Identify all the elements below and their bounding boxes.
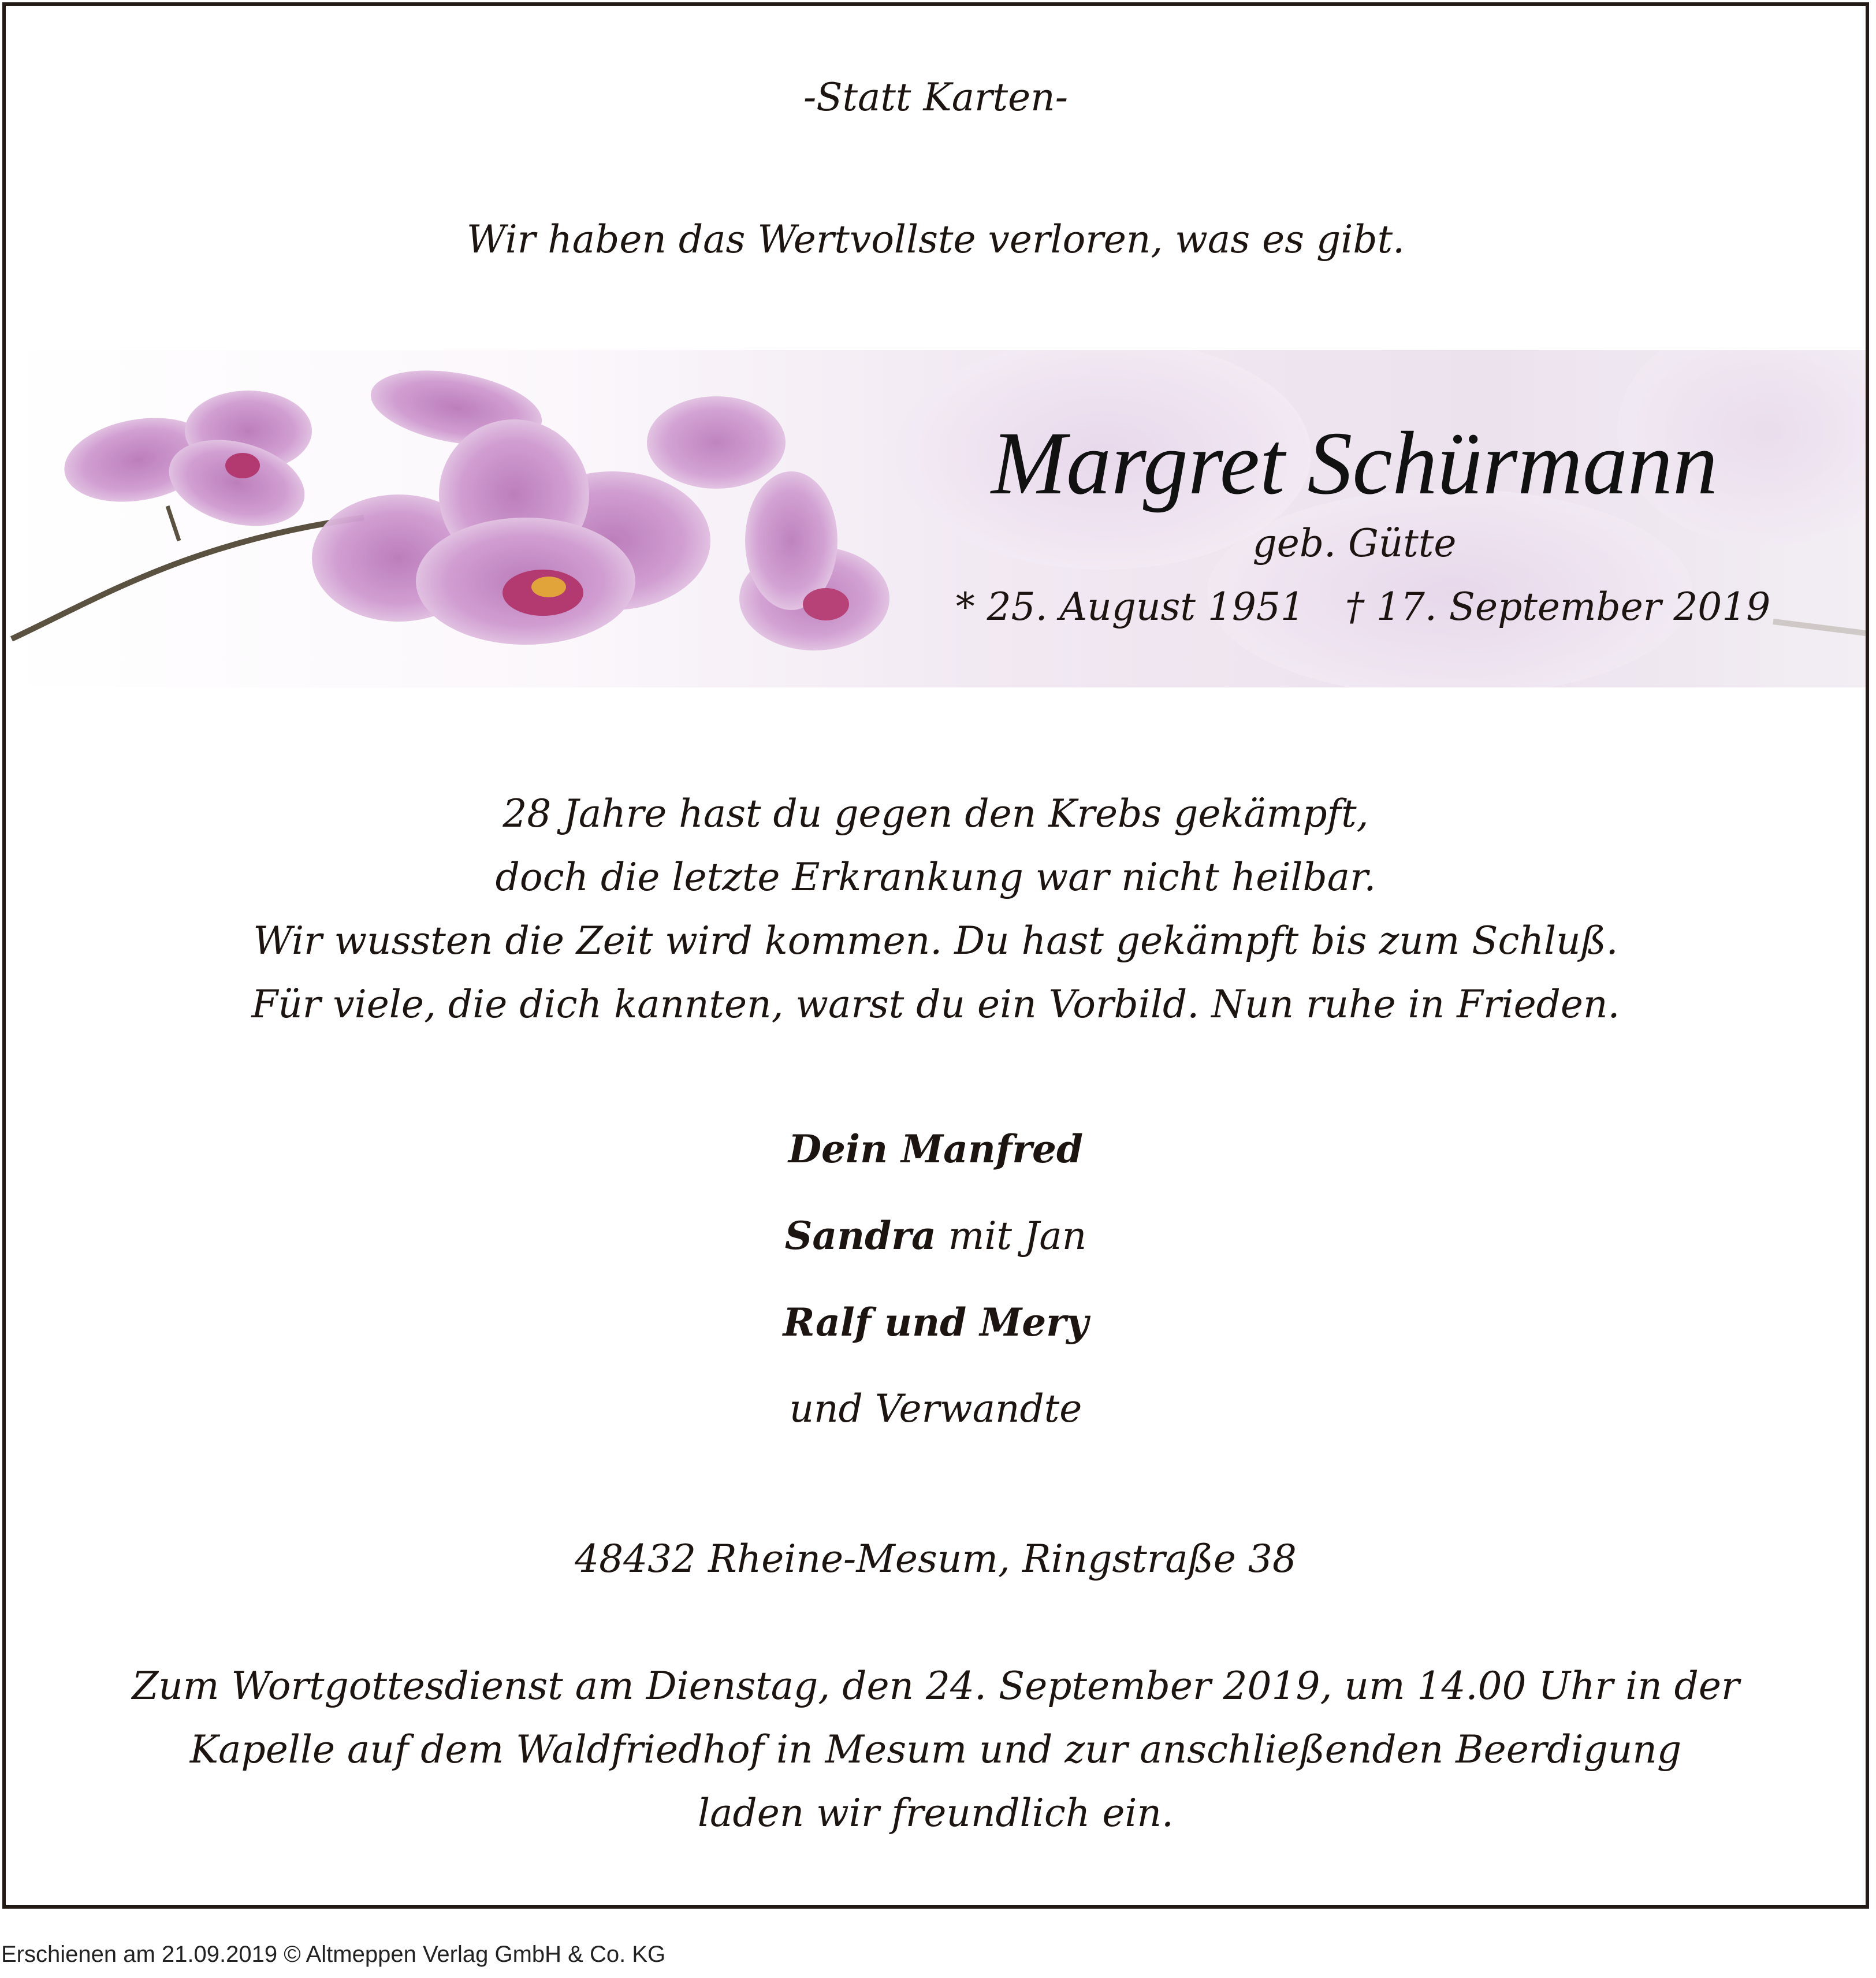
- service-line-1: Zum Wortgottesdienst am Dienstag, den 24. September 2019, um 14.00 Uhr in der: [132, 1664, 1740, 1708]
- deceased-name: Margret Schürmann: [991, 413, 1718, 513]
- obituary-frame: [2, 2, 1869, 1909]
- mourner-relatives: und Verwandte: [789, 1386, 1082, 1431]
- poem-line-1: 28 Jahre hast du gegen den Krebs gekämpft,: [502, 791, 1369, 836]
- mourner-ralf-mery: Ralf und Mery: [783, 1300, 1089, 1345]
- orchid-banner: [6, 350, 1866, 687]
- publication-footer: Erschienen am 21.09.2019 © Altmeppen Verlag GmbH & Co. KG: [1, 1942, 666, 1967]
- poem-line-2: doch die letzte Erkrankung war nicht heilbar.: [495, 855, 1376, 899]
- service-line-2: Kapelle auf dem Waldfriedhof in Mesum und zur anschließenden Beerdigung: [189, 1727, 1682, 1772]
- birth-name: geb. Gütte: [1252, 521, 1457, 566]
- service-line-3: laden wir freundlich ein.: [697, 1791, 1174, 1835]
- life-dates: [907, 581, 1819, 633]
- mourner-sandra-name: Sandra: [784, 1213, 936, 1258]
- statt-karten: -Statt Karten-: [803, 75, 1068, 120]
- poem-line-4: Für viele, die dich kannten, warst du ein Vorbild. Nun ruhe in Frieden.: [251, 982, 1620, 1027]
- birth-date: * 25. August 1951: [955, 585, 1305, 629]
- mourner-sandra: [6, 1210, 1866, 1262]
- mourner-sandra-rest: mit Jan: [936, 1214, 1087, 1258]
- address: 48432 Rheine-Mesum, Ringstraße 38: [575, 1537, 1297, 1581]
- mourner-manfred: Dein Manfred: [788, 1126, 1084, 1172]
- poem-line-3: Wir wussten die Zeit wird kommen. Du hast gekämpft bis zum Schluß.: [253, 919, 1618, 963]
- death-date: † 17. September 2019: [1345, 585, 1771, 629]
- motto: Wir haben das Wertvollste verloren, was es gibt.: [466, 217, 1405, 262]
